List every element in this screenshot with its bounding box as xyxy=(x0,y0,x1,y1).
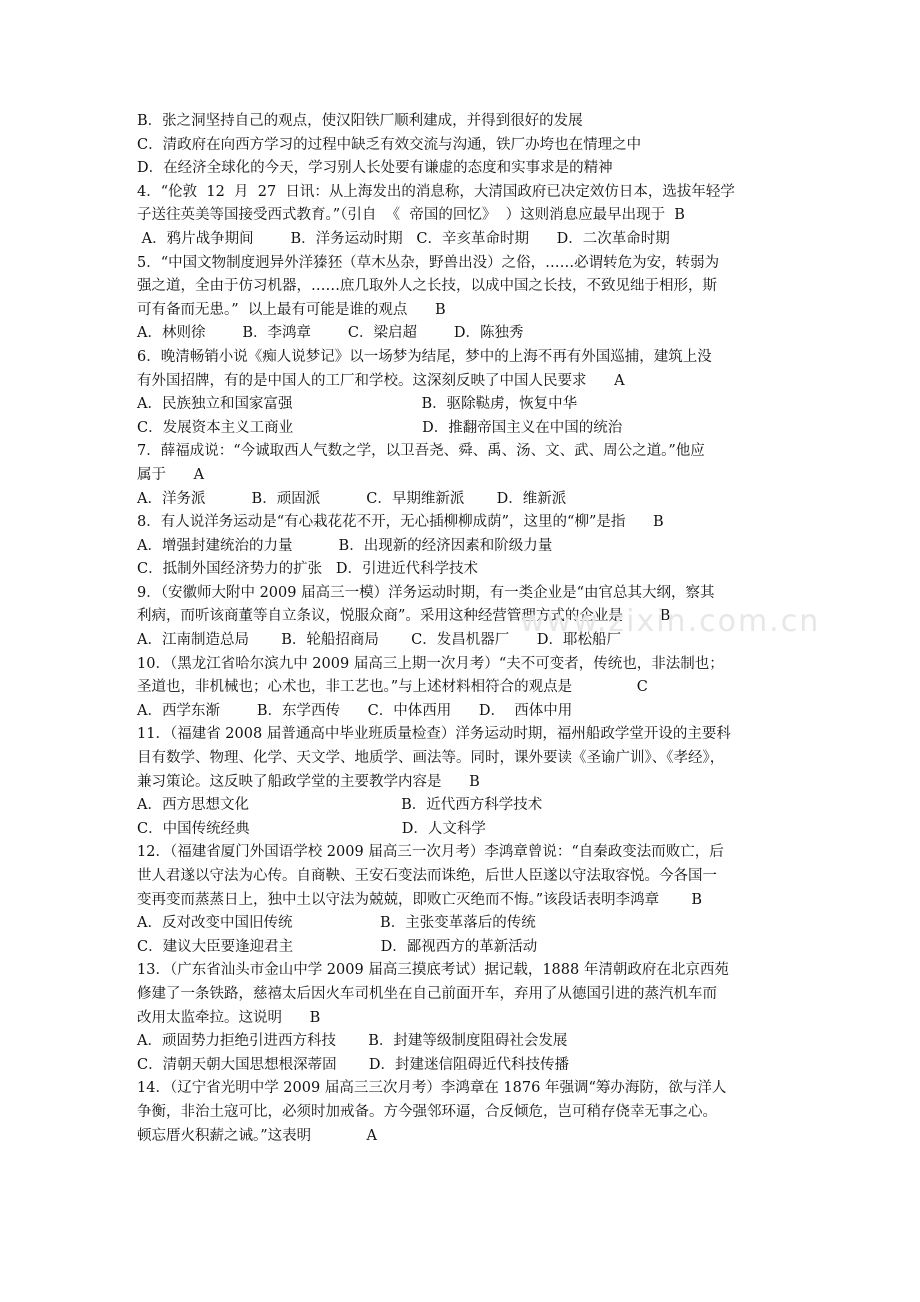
text-line: A．西学东渐 B．东学西传 C．中体西用 D． 西体中用 xyxy=(137,702,573,719)
text-line: A．江南制造总局 B．轮船招商局 C．发昌机器厂 D．耶松船厂 xyxy=(137,632,622,649)
text-line: 6．晚清畅销小说《痴人说梦记》以一场梦为结尾，梦中的上海不再有外国巡捕，建筑上没 xyxy=(137,348,712,365)
text-line: C．发展资本主义工商业 D．推翻帝国主义在中国的统治 xyxy=(137,419,623,436)
text-line: 7．薛福成说：“今诚取西人气数之学，以卫吾尧、舜、禹、汤、文、武、周公之道。”他应 xyxy=(137,443,705,460)
text-line: 4．“伦敦 12 月 27 日讯：从上海发出的消息称，大清国政府已决定效仿日本，选拔年轻学 xyxy=(137,183,735,200)
text-line: 可有备而无患。” 以上最有可能是谁的观点 B xyxy=(137,301,446,318)
text-line: 子送往英美等国接受西式教育。”（引自 《 帝国的回忆》 ）这则消息应最早出现于 B xyxy=(137,207,685,224)
text-line: A．西方思想文化 B．近代西方科学技术 xyxy=(137,797,543,814)
text-line: C．清政府在向西方学习的过程中缺乏有效交流与沟通，铁厂办垮也在情理之中 xyxy=(137,136,642,153)
text-line: B．张之洞坚持自己的观点，使汉阳铁厂顺利建成，并得到很好的发展 xyxy=(137,113,583,129)
text-line: 11．（福建省 2008 届普通高中毕业班质量检查）洋务运动时期，福州船政学堂开设的主要科 xyxy=(137,726,731,743)
text-line: 9．（安徽师大附中 2009 届高三一模）洋务运动时期，有一类企业是“由官总其大纲，察其 xyxy=(137,584,715,601)
text-line: 争衡，非治土寇可比，必须时加戒备。方今强邻环逼，合反倾危，岂可稍存侥幸无事之心。 xyxy=(137,1103,717,1120)
text-line: 顿忘厝火积薪之诫。”这表明 A xyxy=(137,1127,377,1144)
text-line: 世人君遂以守法为心传。自商鞅、王安石变法而诛绝，后世人臣遂以守法取容悦。今各国一 xyxy=(137,868,717,884)
text-line: 5．“中国文物制度迥异外洋獉狉（草木丛杂，野兽出没）之俗，……必谓转危为安，转弱为 xyxy=(137,254,720,271)
text-line: 利病，而听该商董等自立条议，悦服众商”。采用这种经营管理方式的企业是 B xyxy=(137,608,671,625)
text-line: 改用太监牵拉。这说明 B xyxy=(137,1009,321,1026)
text-line: A．鸦片战争期间 B．洋务运动时期 C．辛亥革命时期 D．二次革命时期 xyxy=(137,230,670,247)
text-line: C．中国传统经典 D．人文科学 xyxy=(137,820,486,837)
text-line: 圣道也，非机械也；心术也，非工艺也。”与上述材料相符合的观点是 C xyxy=(137,679,648,696)
text-line: 13．（广东省汕头市金山中学 2009 届高三摸底考试）据记载，1888 年清朝政府在北京西苑 xyxy=(137,962,729,979)
watermark: www.zixin.com.cn xyxy=(520,604,821,639)
text-line: 目有数学、物理、化学、天文学、地质学、画法等。同时，课外要读《圣谕广训》、《孝经》， xyxy=(137,750,725,767)
text-line: 10．（黑龙江省哈尔滨九中 2009 届高三上期一次月考）“夫不可变者，传统也，非法制也； xyxy=(137,655,724,672)
text-line: A．民族独立和国家富强 B．驱除鞑虏，恢复中华 xyxy=(137,396,578,413)
text-line: 变再变而蒸蒸日上，独中土以守法为兢兢，即败亡灭绝而不悔。”该段话表明李鸿章 B xyxy=(137,891,703,908)
text-line: 12．（福建省厦门外国语学校 2009 届高三一次月考）李鸿章曾说：“自秦政变法而败亡，后 xyxy=(137,844,724,861)
text-line: A．反对改变中国旧传统 B．主张变革落后的传统 xyxy=(137,915,536,932)
text-line: 14．（辽宁省光明中学 2009 届高三三次月考）李鸿章在 1876 年强调“筹办海防，欲与洋人 xyxy=(137,1080,727,1097)
text-line: 兼习策论。这反映了船政学堂的主要教学内容是 B xyxy=(137,773,480,790)
text-line: C．抵制外国经济势力的扩张 D．引进近代科学技术 xyxy=(137,561,479,578)
text-line: 强之道，全由于仿习机器，……庶几取外人之长技，以成中国之长技，不致见绌于相形，斯 xyxy=(137,278,717,295)
text-line: A．顽固势力拒绝引进西方科技 B．封建等级制度阻碍社会发展 xyxy=(137,1033,568,1050)
text-line: C．清朝天朝大国思想根深蒂固 D．封建迷信阻碍近代科技传播 xyxy=(137,1056,569,1073)
text-line: 8．有人说洋务运动是“有心栽花花不开，无心插柳柳成荫”，这里的“柳”是指 B xyxy=(137,514,664,531)
text-line: 有外国招牌，有的是中国人的工厂和学校。这深刻反映了中国人民要求 A xyxy=(137,372,625,389)
text-line: C．建议大臣要逢迎君主 D．鄙视西方的革新活动 xyxy=(137,938,538,955)
text-line: 属于 A xyxy=(137,466,205,483)
text-line: A．洋务派 B．顽固派 C．早期维新派 D．维新派 xyxy=(137,490,567,507)
text-line: A．增强封建统治的力量 B．出现新的经济因素和阶级力量 xyxy=(137,537,553,554)
text-line: 修建了一条铁路，慈禧太后因火车司机坐在自己前面开车，弃用了从德国引进的蒸汽机车而 xyxy=(137,985,717,1002)
text-line: A．林则徐 B．李鸿章 C．梁启超 D．陈独秀 xyxy=(137,325,524,342)
text-line: D．在经济全球化的今天，学习别人长处要有谦虚的态度和实事求是的精神 xyxy=(137,160,613,177)
